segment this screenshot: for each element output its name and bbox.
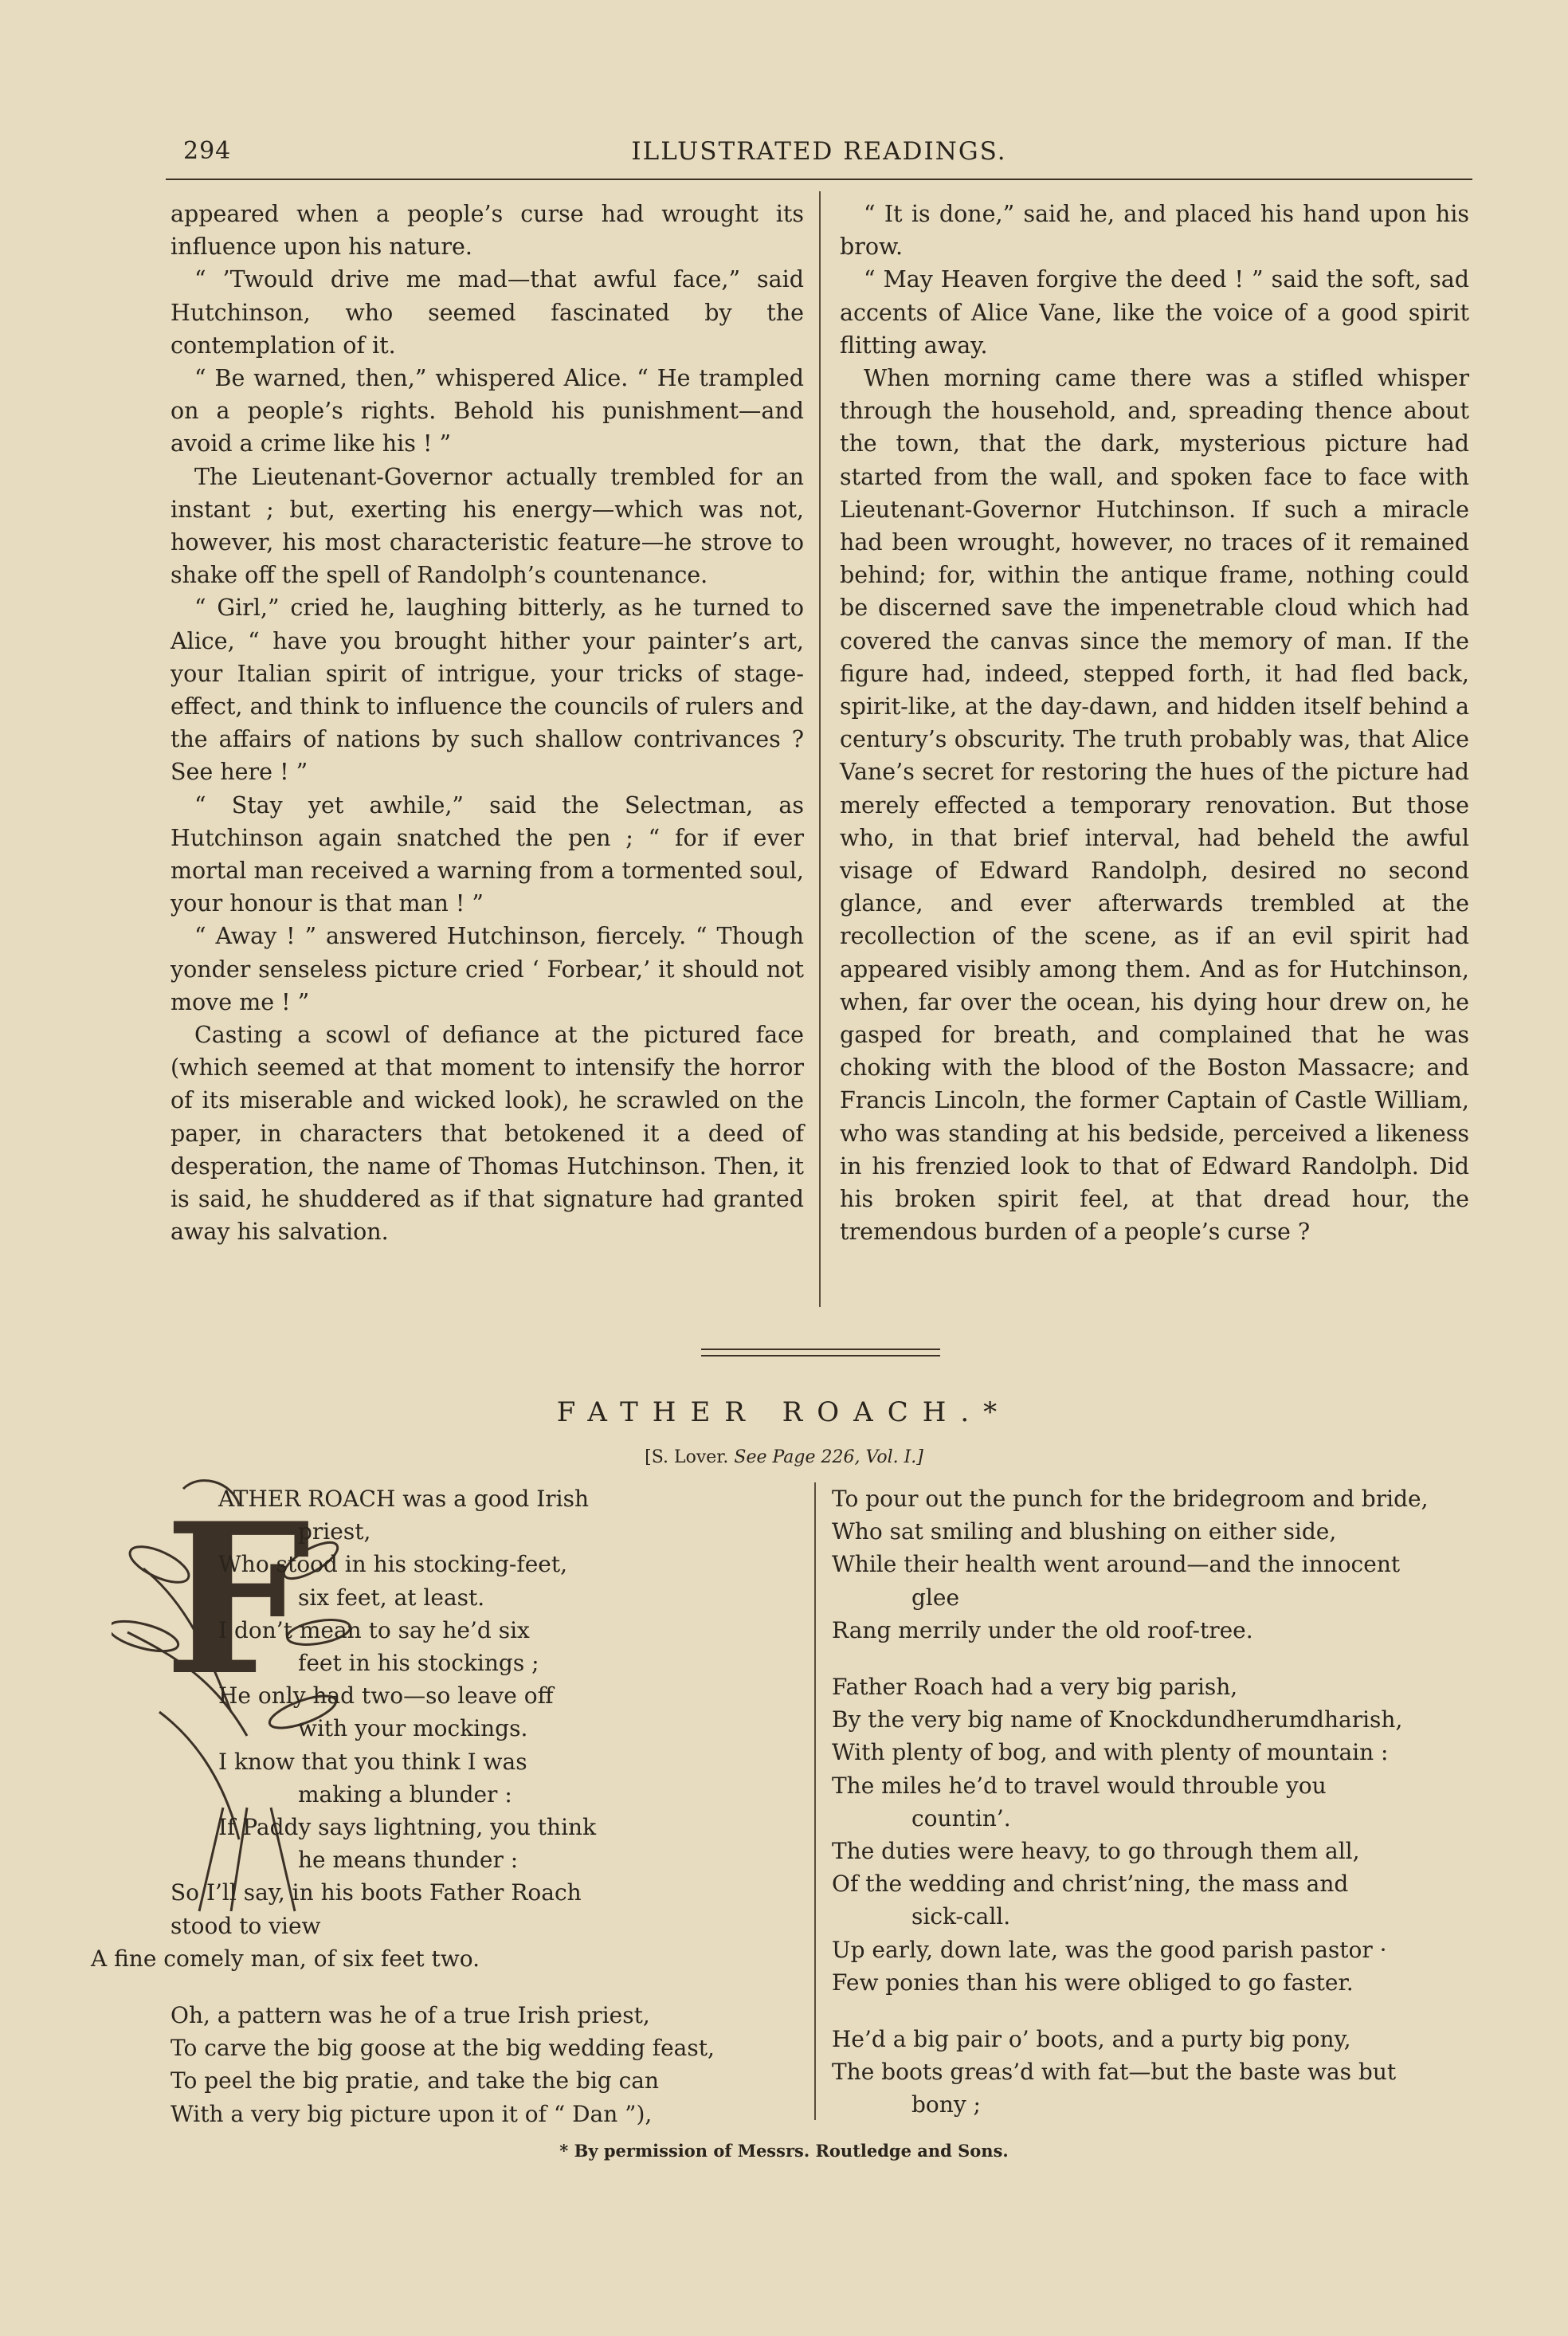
poem-line: Who stood in his stocking-feet, bbox=[218, 1551, 568, 1578]
poem-line: priest, bbox=[298, 1518, 371, 1545]
poem-right-column bbox=[832, 1482, 1469, 2122]
stanza-break bbox=[832, 1647, 1469, 1671]
poem-line: With plenty of bog, and with plenty of mountain : bbox=[832, 1739, 1389, 1766]
section-rule-top bbox=[701, 1349, 940, 1350]
column-divider bbox=[819, 191, 821, 1307]
page-number: 294 bbox=[183, 137, 232, 165]
attribution-author: [S. Lover. bbox=[645, 1447, 729, 1467]
poem-line: He’d a big pair o’ boots, and a purty big pony, bbox=[832, 2026, 1351, 2053]
paragraph: When morning came there was a stifled whisper through the household, and, spreading thence about the town, that the dark, mysterious picture had started from the wall, and spoken face to face with Lieutenant-Governor Hutchinson. If such a miracle had been wrought, however, no traces of it remained behind; for, within the antique frame, nothing could be discerned save the impenetrable cloud which had covered the canvas since the memory of man. If the figure had, indeed, stepped forth, it had fled back, spirit-like, at the day-dawn, and hidden itself behind a century’s obscurity. The truth probably was, that Alice Vane’s secret for restoring the hues of the picture had merely effected a temporary renovation. But those who, in that brief interval, had beheld the awful visage of Edward Randolph, desired no second glance, and ever afterwards trembled at the recollection of the scene, as if an evil spirit had appeared visibly among them. And as for Hutchinson, when, far over the ocean, his dying hour drew on, he gasped for breath, and complained that he was choking with the blood of the Boston Massacre; and Francis Lincoln, the former Captain of Castle William, who was standing at his bedside, perceived a likeness in his frenzied look to that of Edward Randolph. Did his broken spirit feel, at that dread hour, the tremendous burden of a people’s curse ? bbox=[840, 365, 1469, 1246]
poem-line: With a very big picture upon it of “ Dan ”), bbox=[171, 2100, 653, 2127]
poem-line: A fine comely man, of six feet two. bbox=[91, 1945, 480, 1972]
page-header bbox=[166, 137, 1472, 177]
paragraph: “ It is done,” said he, and placed his hand upon his brow. bbox=[840, 201, 1469, 261]
poem-line: Of the wedding and christ’ning, the mass and bbox=[832, 1871, 1349, 1898]
poem-line: Rang merrily under the old roof-tree. bbox=[832, 1616, 1253, 1643]
poem-title: FATHER ROACH.* bbox=[556, 1396, 1012, 1428]
poem-line: he means thunder : bbox=[298, 1847, 519, 1874]
poem-line: sick-call. bbox=[911, 1903, 1011, 1930]
attribution-source: See Page 226, Vol. I.] bbox=[734, 1447, 923, 1467]
paragraph: “ Away ! ” answered Hutchinson, fiercely. “ Though yonder senseless picture cried ‘ Forbear,’ it should not move me ! ” bbox=[171, 923, 804, 1015]
paragraph: Casting a scowl of defiance at the pictured face (which seemed at that moment to intensify the horror of its miserable and wicked look), he scrawled on the paper, in characters that betokened it a deed of desperation, the name of Thomas Hutchinson. Then, it is said, he shuddered as if that signature had granted away his salvation. bbox=[171, 1022, 804, 1246]
running-title: ILLUSTRATED READINGS. bbox=[631, 137, 1007, 166]
paragraph: appeared when a people’s curse had wrought its influence upon his nature. bbox=[171, 201, 804, 261]
poem-line: Father Roach had a very big parish, bbox=[832, 1674, 1238, 1701]
paragraph: “ Be warned, then,” whispered Alice. “ He trampled on a people’s rights. Behold his punishment—and avoid a crime like his ! ” bbox=[171, 365, 804, 457]
paragraph: “ Stay yet awhile,” said the Selectman, as Hutchinson again snatched the pen ; “ for if ever mortal man received a warning from a tormented soul, your honour is that man ! ” bbox=[171, 791, 804, 917]
paragraph: “ Girl,” cried he, laughing bitterly, as he turned to Alice, “ have you brought hither your painter’s art, your Italian spirit of intrigue, your tricks of stage-effect, and think to influence the councils of rulers and the affairs of nations by such shallow contrivances ? See here ! ” bbox=[171, 595, 804, 786]
poem-line: So I’ll say, in his boots Father Roach bbox=[171, 1879, 582, 1906]
poem-line: He only had two—so leave off bbox=[218, 1682, 554, 1710]
drop-cap-letter: F bbox=[163, 1478, 312, 1722]
left-prose-column bbox=[171, 198, 804, 1249]
poem-line: The miles he’d to travel would throuble you bbox=[832, 1772, 1327, 1799]
poem-line: Oh, a pattern was he of a true Irish priest, bbox=[171, 2002, 650, 2029]
section-rule-bottom bbox=[701, 1355, 940, 1356]
poem-line: glee bbox=[911, 1584, 960, 1611]
poem-line: The boots greas’d with fat—but the baste was but bbox=[832, 2059, 1397, 2086]
paragraph: The Lieutenant-Governor actually trembled for an instant ; but, exerting his energy—which was not, however, his most characteristic feature—he strove to shake off the spell of Randolph’s countenance. bbox=[171, 463, 804, 589]
poem-line: bony ; bbox=[911, 2091, 981, 2118]
poem-line: By the very big name of Knockdundherumdharish, bbox=[832, 1706, 1403, 1733]
poem-line: with your mockings. bbox=[298, 1715, 528, 1742]
poem-line: Few ponies than his were obliged to go faster. bbox=[832, 1969, 1354, 1996]
poem-line: making a blunder : bbox=[298, 1780, 512, 1808]
paragraph: “ May Heaven forgive the deed ! ” said the soft, sad accents of Alice Vane, like the voice of a good spirit flitting away. bbox=[840, 266, 1469, 359]
poem-line: To pour out the punch for the bridegroom and bride, bbox=[832, 1486, 1429, 1512]
header-rule bbox=[166, 179, 1472, 180]
poem-line: The duties were heavy, to go through them all, bbox=[832, 1838, 1360, 1865]
poem-line: ATHER ROACH was a good Irish bbox=[218, 1486, 589, 1512]
poem-line: To carve the big goose at the big wedding feast, bbox=[171, 2035, 715, 2062]
right-prose-column bbox=[840, 198, 1469, 1249]
poem-column-divider bbox=[814, 1482, 816, 2120]
poem-attribution bbox=[0, 1447, 1568, 1467]
stanza-break bbox=[171, 1975, 808, 1999]
poem-line: feet in his stockings ; bbox=[298, 1650, 539, 1677]
footnote: * By permission of Messrs. Routledge and Sons. bbox=[559, 2141, 1009, 2161]
poem-line: I don’t mean to say he’d six bbox=[218, 1616, 530, 1643]
paragraph: “ ’Twould drive me mad—that awful face,” said Hutchinson, who seemed fascinated by the contemplation of it. bbox=[171, 266, 804, 359]
stanza-break bbox=[832, 1999, 1469, 2023]
poem-line: countin’. bbox=[911, 1804, 1011, 1832]
poem-line: To peel the big pratie, and take the big can bbox=[171, 2067, 660, 2095]
poem-line: While their health went around—and the innocent bbox=[832, 1551, 1401, 1578]
poem-line: Who sat smiling and blushing on either side, bbox=[832, 1518, 1337, 1545]
poem-line: six feet, at least. bbox=[298, 1584, 485, 1611]
poem-line: I know that you think I was bbox=[218, 1748, 527, 1775]
poem-line: Up early, down late, was the good parish pastor · bbox=[832, 1936, 1387, 1963]
poem-left-column bbox=[91, 1482, 808, 2130]
poem-line: stood to view bbox=[171, 1912, 321, 1939]
poem-line: If Paddy says lightning, you think bbox=[218, 1814, 597, 1841]
